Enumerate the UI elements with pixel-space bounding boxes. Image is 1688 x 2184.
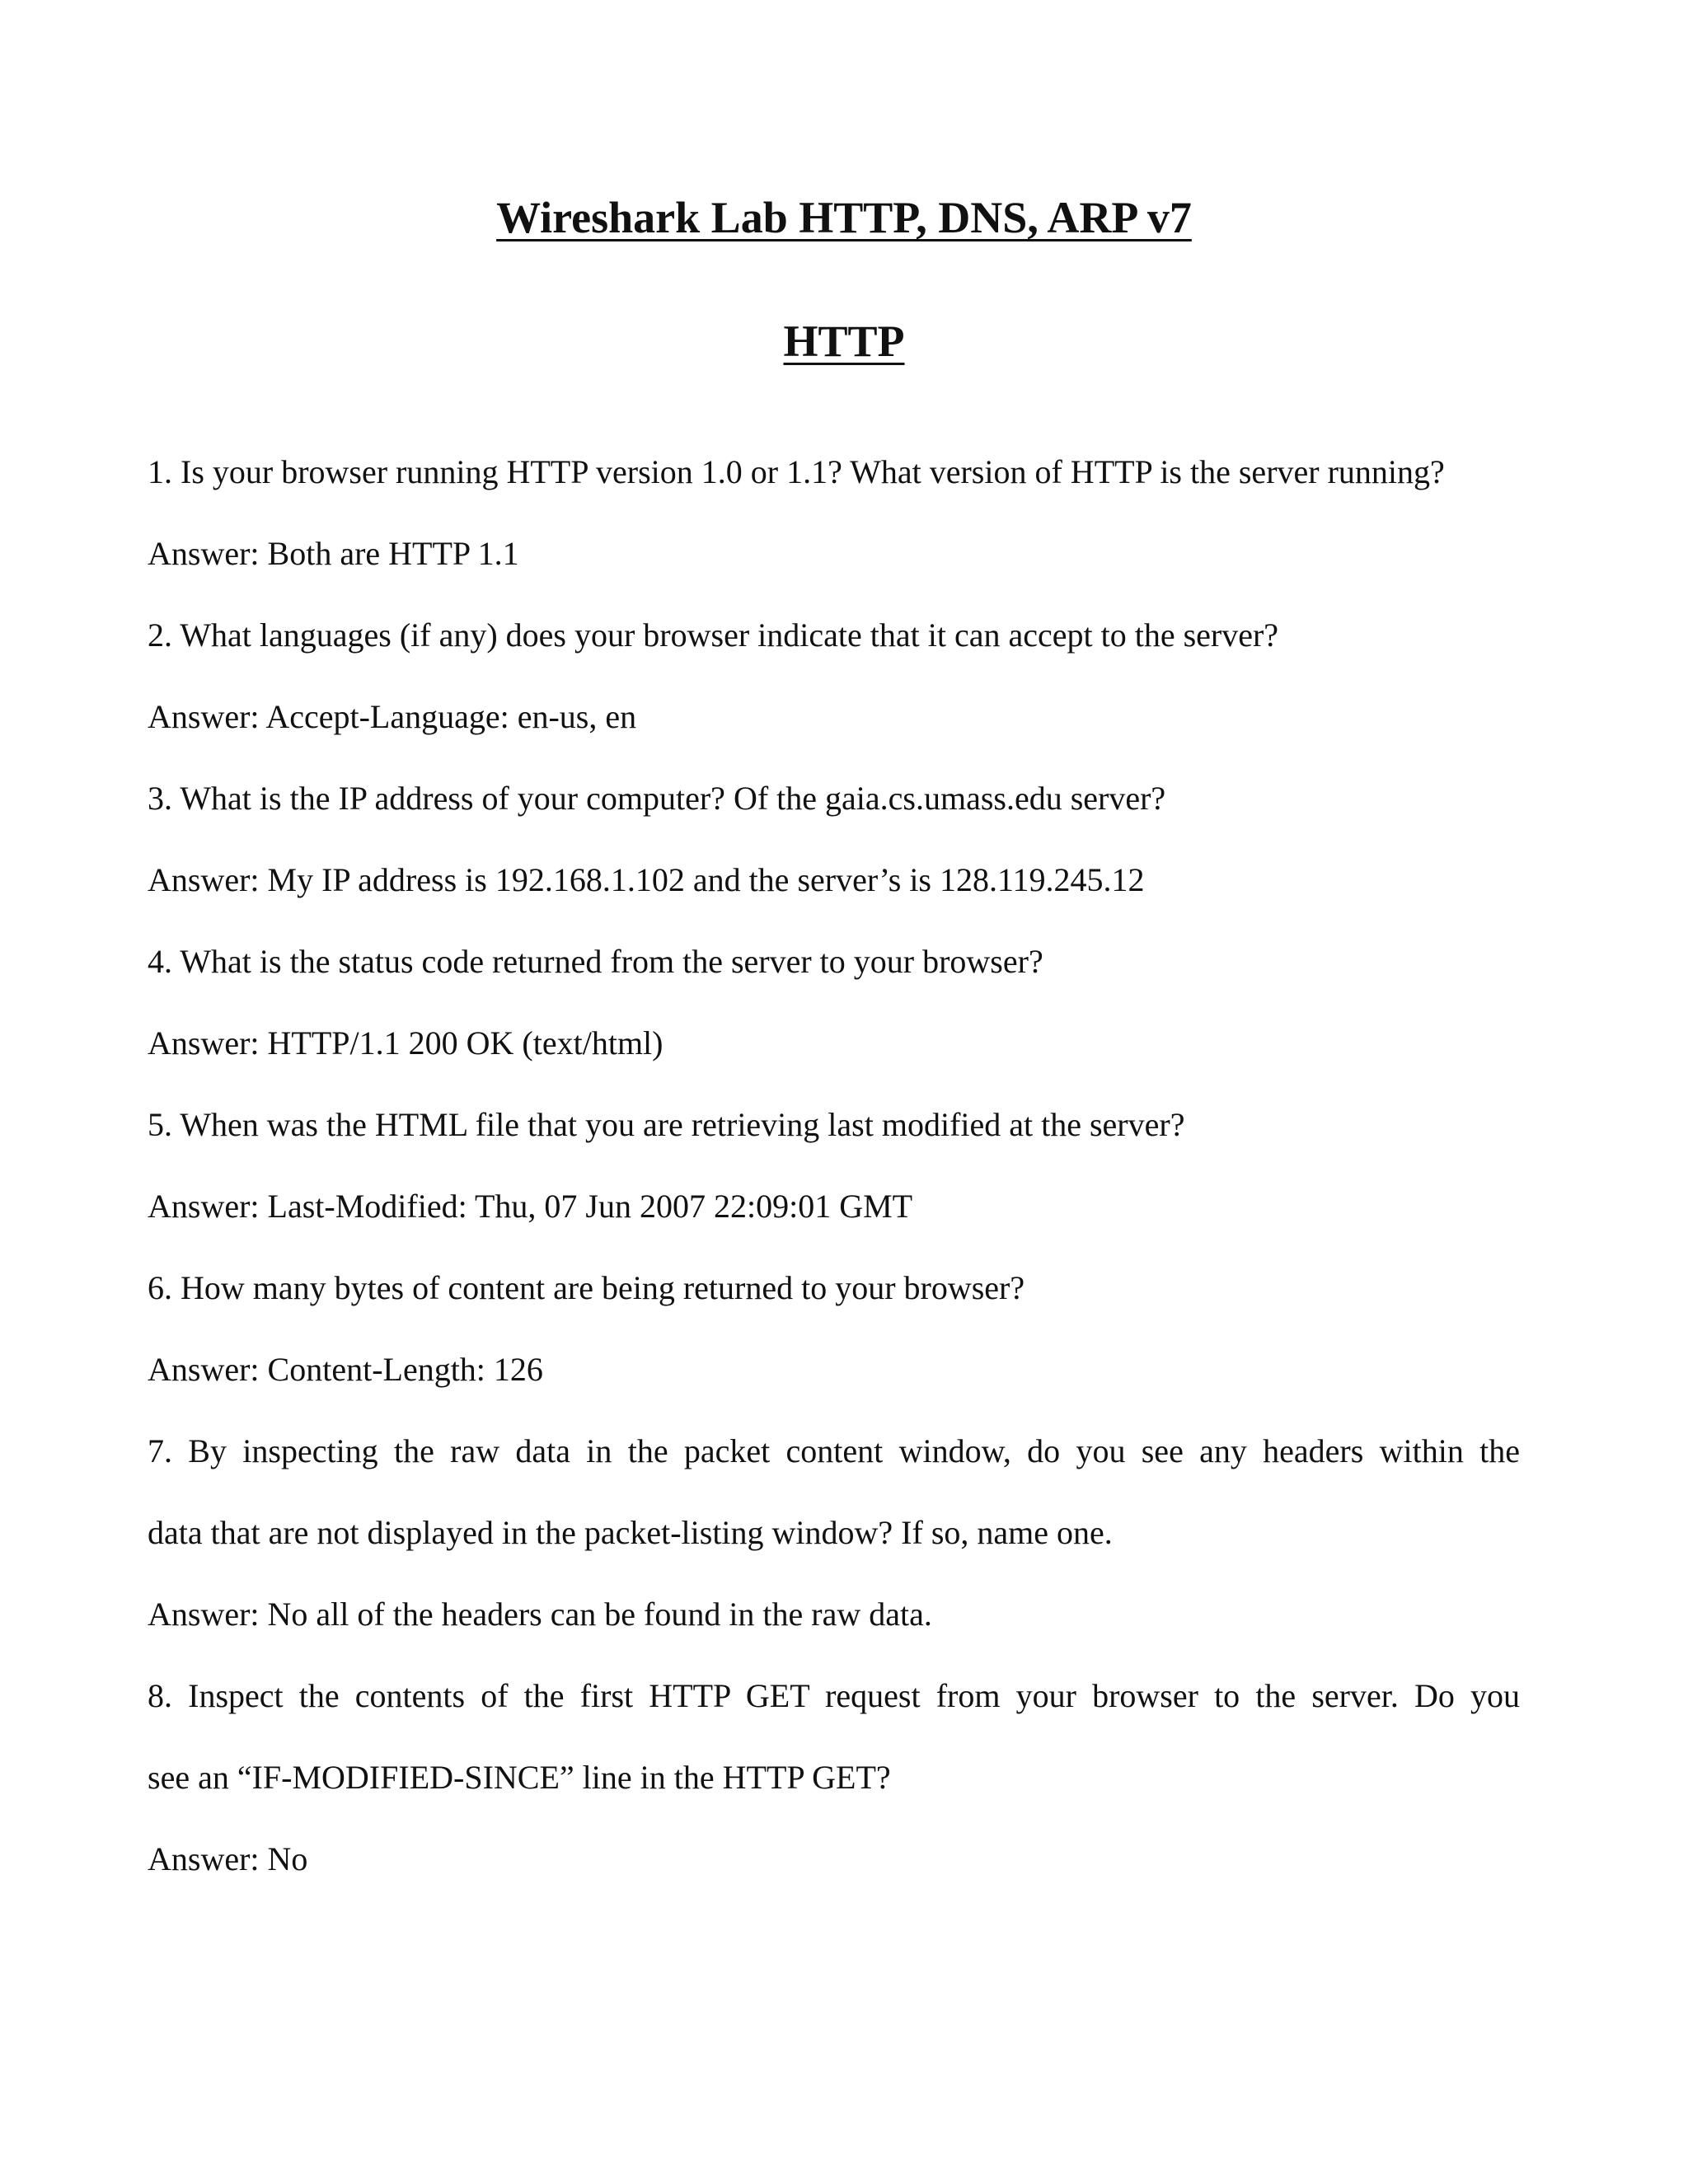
question-8-line-2: see an “IF-MODIFIED-SINCE” line in the HTTP GET? bbox=[148, 1759, 891, 1796]
answer-4: Answer: HTTP/1.1 200 OK (text/html) bbox=[148, 1024, 663, 1062]
answer-7: Answer: No all of the headers can be found in the raw data. bbox=[148, 1596, 932, 1633]
answer-1: Answer: Both are HTTP 1.1 bbox=[148, 535, 519, 572]
document-title: Wireshark Lab HTTP, DNS, ARP v7 bbox=[496, 193, 1192, 242]
question-1: 1. Is your browser running HTTP version 1.0 or 1.1? What version of HTTP is the server running? bbox=[148, 453, 1445, 490]
question-2: 2. What languages (if any) does your browser indicate that it can accept to the server? bbox=[148, 616, 1279, 654]
answer-6: Answer: Content-Length: 126 bbox=[148, 1351, 543, 1388]
question-4: 4. What is the status code returned from the server to your browser? bbox=[148, 943, 1043, 980]
question-6: 6. How many bytes of content are being returned to your browser? bbox=[148, 1269, 1025, 1306]
answer-8: Answer: No bbox=[148, 1840, 308, 1877]
answer-5: Answer: Last-Modified: Thu, 07 Jun 2007 22:09:01 GMT bbox=[148, 1188, 913, 1225]
question-5: 5. When was the HTML file that you are retrieving last modified at the server? bbox=[148, 1106, 1185, 1143]
answer-2: Answer: Accept-Language: en-us, en bbox=[148, 698, 637, 735]
question-3: 3. What is the IP address of your computer? Of the gaia.cs.umass.edu server? bbox=[148, 780, 1166, 817]
answer-3: Answer: My IP address is 192.168.1.102 and the server’s is 128.119.245.12 bbox=[148, 861, 1145, 898]
question-8-line-1: 8. Inspect the contents of the first HTTP GET request from your browser to the server. Do you bbox=[148, 1677, 1520, 1714]
section-heading-http: HTTP bbox=[783, 316, 905, 366]
question-7-line-2: data that are not displayed in the packet-listing window? If so, name one. bbox=[148, 1514, 1113, 1551]
qa-list bbox=[148, 431, 1520, 1900]
question-7-line-1: 7. By inspecting the raw data in the packet content window, do you see any headers within the bbox=[148, 1432, 1520, 1469]
